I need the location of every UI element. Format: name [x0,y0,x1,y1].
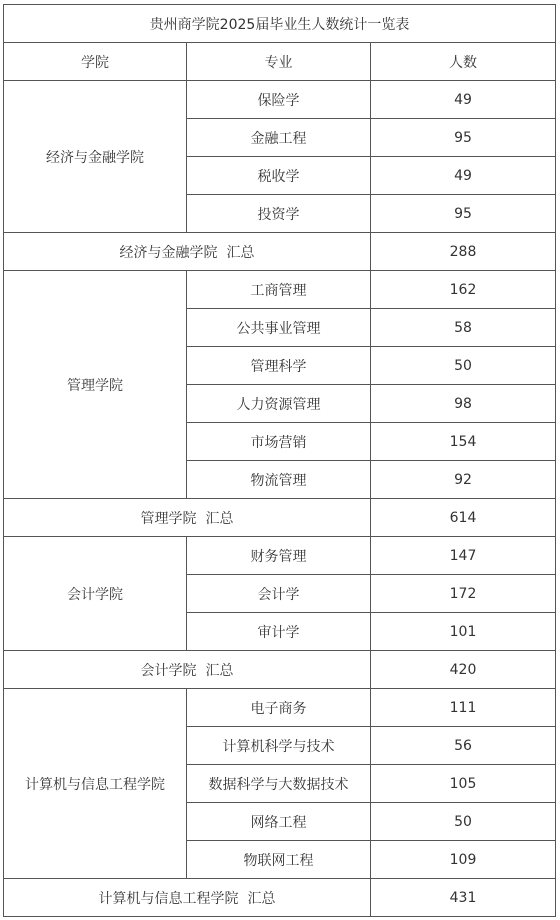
count-cell: 49 [371,157,556,195]
major-cell: 物流管理 [187,461,371,499]
major-cell: 金融工程 [187,119,371,157]
count-cell: 56 [371,727,556,765]
major-cell: 投资学 [187,195,371,233]
subtotal-label: 管理学院 汇总 [4,499,371,537]
header-college: 学院 [4,43,187,81]
major-cell: 保险学 [187,81,371,119]
major-cell: 网络工程 [187,803,371,841]
count-cell: 154 [371,423,556,461]
count-cell: 111 [371,689,556,727]
college-cell: 管理学院 [4,271,187,499]
count-cell: 92 [371,461,556,499]
major-cell: 管理科学 [187,347,371,385]
count-cell: 50 [371,347,556,385]
major-cell: 工商管理 [187,271,371,309]
subtotal-row [4,233,556,271]
count-cell: 147 [371,537,556,575]
count-cell: 105 [371,765,556,803]
college-cell: 经济与金融学院 [4,81,187,233]
major-cell: 财务管理 [187,537,371,575]
count-cell: 95 [371,119,556,157]
count-cell: 98 [371,385,556,423]
subtotal-row [4,879,556,917]
count-cell: 172 [371,575,556,613]
table-row [4,81,556,119]
subtotal-row [4,499,556,537]
major-cell: 审计学 [187,613,371,651]
header-major: 专业 [187,43,371,81]
subtotal-row [4,651,556,689]
subtotal-label: 计算机与信息工程学院 汇总 [4,879,371,917]
major-cell: 电子商务 [187,689,371,727]
subtotal-label: 经济与金融学院 汇总 [4,233,371,271]
count-cell: 58 [371,309,556,347]
subtotal-label: 会计学院 汇总 [4,651,371,689]
count-cell: 49 [371,81,556,119]
header-count: 人数 [371,43,556,81]
table-row [4,271,556,309]
college-cell: 计算机与信息工程学院 [4,689,187,879]
major-cell: 会计学 [187,575,371,613]
table-body [4,5,556,917]
graduate-statistics-table [3,4,556,917]
count-cell: 162 [371,271,556,309]
table-row [4,689,556,727]
major-cell: 数据科学与大数据技术 [187,765,371,803]
major-cell: 计算机科学与技术 [187,727,371,765]
count-cell: 109 [371,841,556,879]
major-cell: 公共事业管理 [187,309,371,347]
count-cell: 95 [371,195,556,233]
subtotal-count: 614 [371,499,556,537]
major-cell: 人力资源管理 [187,385,371,423]
subtotal-count: 420 [371,651,556,689]
header-row [4,43,556,81]
major-cell: 市场营销 [187,423,371,461]
table-title: 贵州商学院2025届毕业生人数统计一览表 [4,5,556,43]
count-cell: 101 [371,613,556,651]
table-row [4,537,556,575]
title-row [4,5,556,43]
major-cell: 税收学 [187,157,371,195]
count-cell: 50 [371,803,556,841]
major-cell: 物联网工程 [187,841,371,879]
subtotal-count: 288 [371,233,556,271]
subtotal-count: 431 [371,879,556,917]
college-cell: 会计学院 [4,537,187,651]
